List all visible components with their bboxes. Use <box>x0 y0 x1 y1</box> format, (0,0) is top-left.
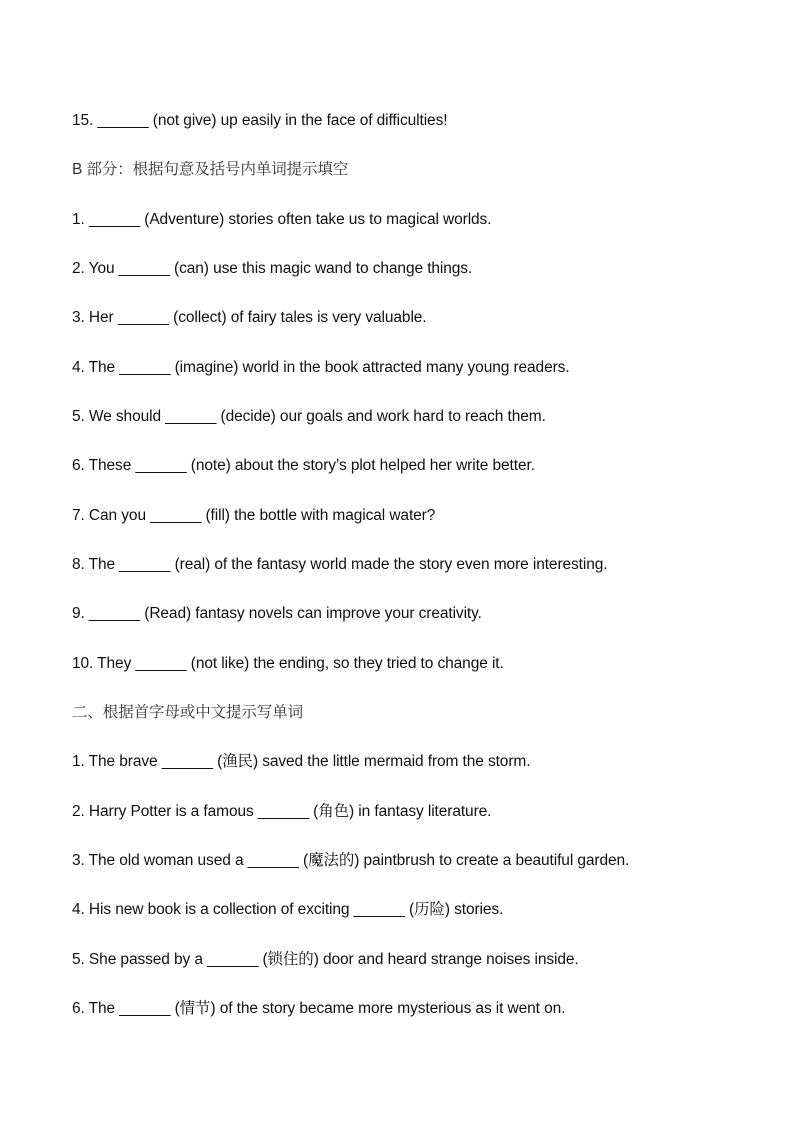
question-2-3: 3. The old woman used a ______ (魔法的) paintbrush to create a beautiful garden. <box>72 852 630 869</box>
question-2-1: 1. The brave ______ (渔民) saved the little mermaid from the storm. <box>72 753 531 770</box>
question-2-2: 2. Harry Potter is a famous ______ (角色) in fantasy literature. <box>72 803 492 820</box>
question-2-4: 4. His new book is a collection of exciting ______ (历险) stories. <box>72 901 504 918</box>
question-b-1: 1. ______ (Adventure) stories often take us to magical worlds. <box>72 211 492 228</box>
question-b-8: 8. The ______ (real) of the fantasy world made the story even more interesting. <box>72 556 608 573</box>
question-b-5: 5. We should ______ (decide) our goals and work hard to reach them. <box>72 408 546 425</box>
question-2-6: 6. The ______ (情节) of the story became more mysterious as it went on. <box>72 1000 566 1017</box>
question-a-15: 15. ______ (not give) up easily in the face of difficulties! <box>72 112 448 129</box>
question-b-4: 4. The ______ (imagine) world in the book attracted many young readers. <box>72 359 570 376</box>
question-2-5: 5. She passed by a ______ (锁住的) door and heard strange noises inside. <box>72 951 579 968</box>
question-b-2: 2. You ______ (can) use this magic wand to change things. <box>72 260 473 277</box>
section-2-heading: 二、根据首字母或中文提示写单词 <box>72 704 304 721</box>
question-b-9: 9. ______ (Read) fantasy novels can improve your creativity. <box>72 605 482 622</box>
section-b-heading: B 部分：根据句意及括号内单词提示填空 <box>72 161 349 178</box>
question-b-10: 10. They ______ (not like) the ending, so they tried to change it. <box>72 655 504 672</box>
question-b-6: 6. These ______ (note) about the story’s plot helped her write better. <box>72 457 535 474</box>
question-b-7: 7. Can you ______ (fill) the bottle with magical water? <box>72 507 436 524</box>
question-b-3: 3. Her ______ (collect) of fairy tales is very valuable. <box>72 309 427 326</box>
